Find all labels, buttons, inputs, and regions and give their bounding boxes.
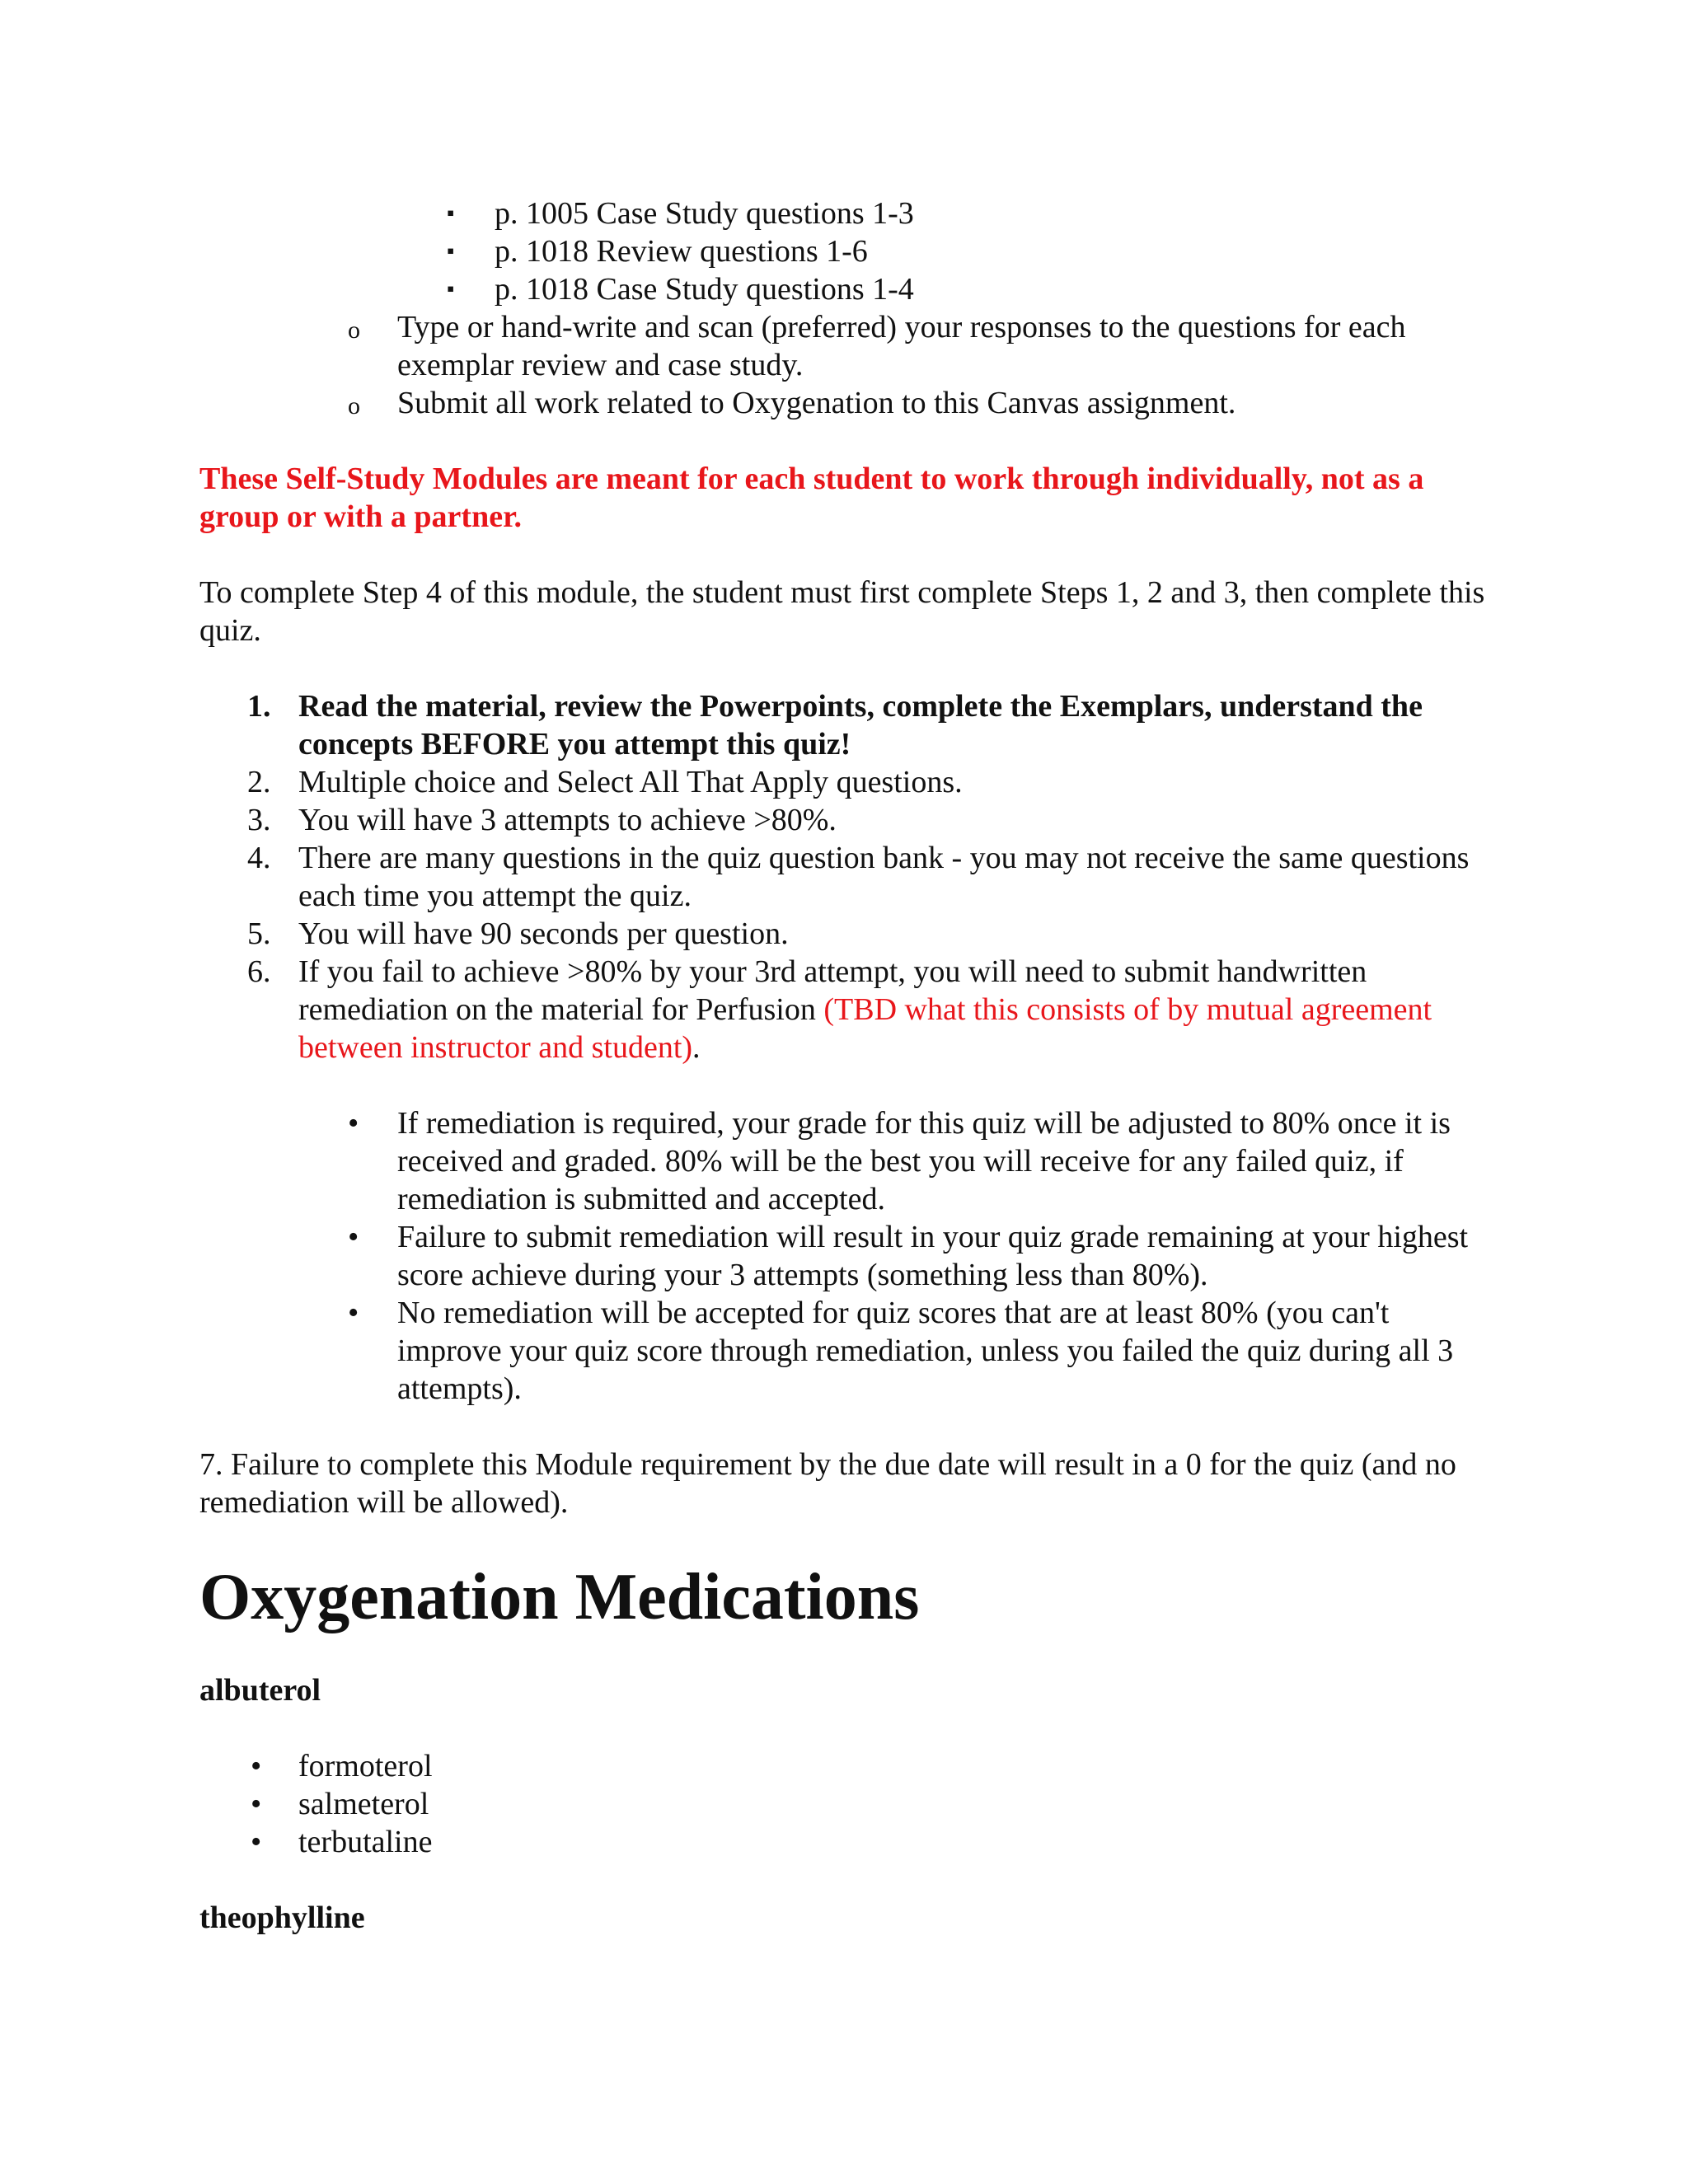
instruction-list — [199, 308, 1493, 422]
bullet-icon: • — [348, 1220, 359, 1254]
list-item: 5. You will have 90 seconds per question. — [247, 916, 789, 951]
med-group-heading: theophylline — [199, 1900, 365, 1935]
bullet-icon: • — [251, 1825, 262, 1859]
list-item: 4. There are many questions in the quiz question bank - you may not receive the same questions each time you attempt the quiz. — [247, 841, 1470, 913]
individual-work-notice: These Self-Study Modules are meant for each student to work through individually, not as a group or with a partner. — [199, 462, 1424, 534]
list-item: • terbutaline — [251, 1825, 433, 1859]
list-item: • If remediation is required, your grade for this quiz will be adjusted to 80% once it is received and graded. 80% will be the best you will receive for any failed quiz, if remediation is submitted and accepted. — [348, 1106, 1451, 1216]
circle-bullet-icon: o — [348, 392, 360, 419]
circle-bullet-icon: o — [348, 316, 360, 344]
list-item: • salmeterol — [251, 1787, 429, 1821]
section-title: Oxygenation Medications — [199, 1561, 920, 1633]
bullet-icon: • — [251, 1787, 262, 1821]
tbd-note: (TBD what this consists of by mutual agreement between instructor and student) — [298, 992, 1432, 1065]
subtask-list — [199, 194, 1493, 308]
step-intro-paragraph: To complete Step 4 of this module, the student must first complete Steps 1, 2 and 3, then complete this quiz. — [199, 575, 1485, 648]
list-item: 2. Multiple choice and Select All That Apply questions. — [247, 765, 963, 799]
bullet-icon: • — [251, 1749, 262, 1783]
med-group-heading: albuterol — [199, 1673, 321, 1708]
square-bullet-icon: ▪ — [447, 277, 455, 301]
list-item: ▪ p. 1018 Review questions 1-6 — [447, 234, 868, 269]
list-item: o Type or hand-write and scan (preferred) your responses to the questions for each exemplar review and case study. — [348, 310, 1406, 382]
due-date-paragraph: 7. Failure to complete this Module requirement by the due date will result in a 0 for the quiz (and no remediation will be allowed). — [199, 1447, 1456, 1520]
list-item: 6. If you fail to achieve >80% by your 3rd attempt, you will need to submit handwritten remediation on the material for Perfusion (TBD what this consists of by mutual agreement between instructor and student). — [247, 954, 1432, 1065]
bullet-icon: • — [348, 1296, 359, 1330]
square-bullet-icon: ▪ — [447, 239, 455, 263]
medication-list — [199, 1747, 1493, 1861]
list-item: • Failure to submit remediation will result in your quiz grade remaining at your highest score achieve during your 3 attempts (something less than 80%). — [348, 1220, 1469, 1292]
list-item: o Submit all work related to Oxygenation to this Canvas assignment. — [199, 384, 1493, 422]
bullet-icon: • — [348, 1106, 359, 1141]
square-bullet-icon: ▪ — [447, 201, 455, 225]
document-content — [199, 194, 1493, 1937]
list-item: ▪ p. 1018 Case Study questions 1-4 — [447, 272, 914, 307]
list-item: • formoterol — [251, 1749, 433, 1783]
list-item: ▪ p. 1005 Case Study questions 1-3 — [447, 196, 914, 231]
list-item: 3. You will have 3 attempts to achieve >80%. — [247, 803, 837, 837]
list-item: 1. Read the material, review the Powerpoints, complete the Exemplars, understand the concepts BEFORE you attempt this quiz! — [247, 689, 1423, 762]
remediation-list — [199, 1104, 1493, 1408]
list-item: • No remediation will be accepted for quiz scores that are at least 80% (you can't improve your quiz score through remediation, unless you failed the quiz during all 3 attempts). — [348, 1296, 1454, 1406]
quiz-requirements-list — [199, 687, 1493, 1066]
